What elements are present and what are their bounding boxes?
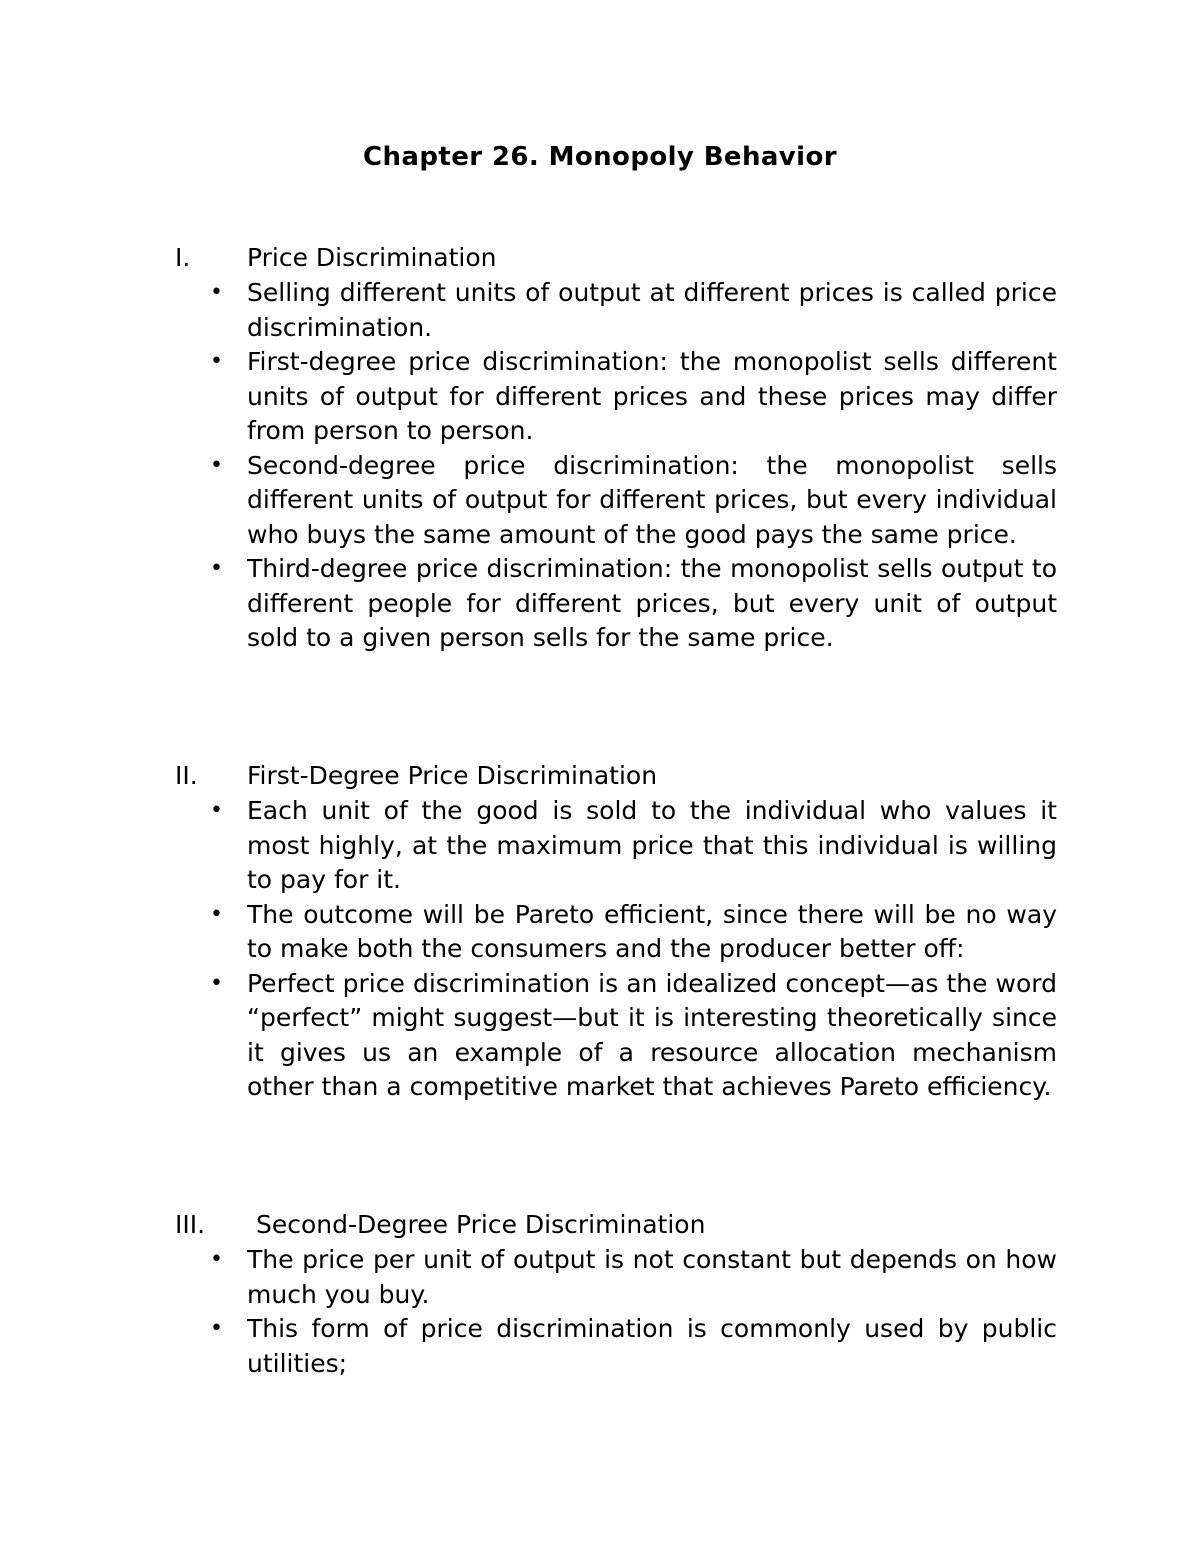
list-item xyxy=(0,898,1057,967)
section-second-degree xyxy=(0,1207,1200,1381)
section-heading xyxy=(0,1207,1200,1243)
bullet-icon: • xyxy=(210,1247,223,1272)
section-number: I. xyxy=(175,243,191,272)
bullet-icon: • xyxy=(210,556,223,581)
list-item xyxy=(0,552,1057,656)
list-item xyxy=(0,345,1057,449)
section-heading xyxy=(0,240,1200,276)
bullet-text: First-degree price discrimination: the monopolist sells different units of output for different prices and these prices may differ from person to person. xyxy=(247,347,1057,445)
bullet-text: Third-degree price discrimination: the monopolist sells output to different people for different prices, but every unit of output sold to a given person sells for the same price. xyxy=(247,554,1057,652)
bullet-icon: • xyxy=(210,901,223,927)
section-price-discrimination xyxy=(0,240,1200,656)
chapter-title: Chapter 26. Monopoly Behavior xyxy=(363,142,837,172)
section-title: Second-Degree Price Discrimination xyxy=(256,1210,706,1239)
list-item xyxy=(0,1243,1057,1312)
section-heading xyxy=(0,758,1200,794)
bullet-icon: • xyxy=(210,280,223,305)
bullet-text: The price per unit of output is not constant but depends on how much you buy. xyxy=(247,1245,1057,1309)
bullet-list xyxy=(0,1243,1200,1381)
list-item xyxy=(0,276,1057,345)
list-item xyxy=(0,1312,1057,1381)
bullet-icon: • xyxy=(210,452,223,478)
bullet-text: The outcome will be Pareto efficient, since there will be no way to make both the consumers and the producer better off: xyxy=(247,899,1057,963)
bullet-text: Each unit of the good is sold to the individual who values it most highly, at the maximum price that this individual is willing to pay for it. xyxy=(247,796,1057,894)
bullet-text: Perfect price discrimination is an idealized concept—as the word “perfect” might suggest—but it is interesting theoretically since it gives us an example of a resource allocation mechanism other than a competitive market that achieves Pareto efficiency. xyxy=(247,968,1057,1101)
bullet-icon: • xyxy=(210,1316,223,1341)
bullet-text: Second-degree price discrimination: the monopolist sells different units of output for different prices, but every individual who buys the same amount of the good pays the same price. xyxy=(247,450,1057,549)
bullet-icon: • xyxy=(210,349,223,374)
bullet-icon: • xyxy=(210,970,223,996)
section-number: III. xyxy=(175,1210,206,1239)
bullet-text: Selling different units of output at different prices is called price discrimination. xyxy=(247,278,1057,342)
list-item xyxy=(0,794,1057,898)
list-item xyxy=(0,449,1057,553)
section-first-degree xyxy=(0,758,1200,1105)
list-item xyxy=(0,967,1057,1105)
section-title: First-Degree Price Discrimination xyxy=(247,761,658,790)
section-title: Price Discrimination xyxy=(247,243,497,272)
section-number: II. xyxy=(175,761,198,790)
bullet-icon: • xyxy=(210,798,223,823)
bullet-text: This form of price discrimination is commonly used by public utilities; xyxy=(247,1314,1057,1378)
bullet-list xyxy=(0,794,1200,1105)
bullet-list xyxy=(0,276,1200,656)
